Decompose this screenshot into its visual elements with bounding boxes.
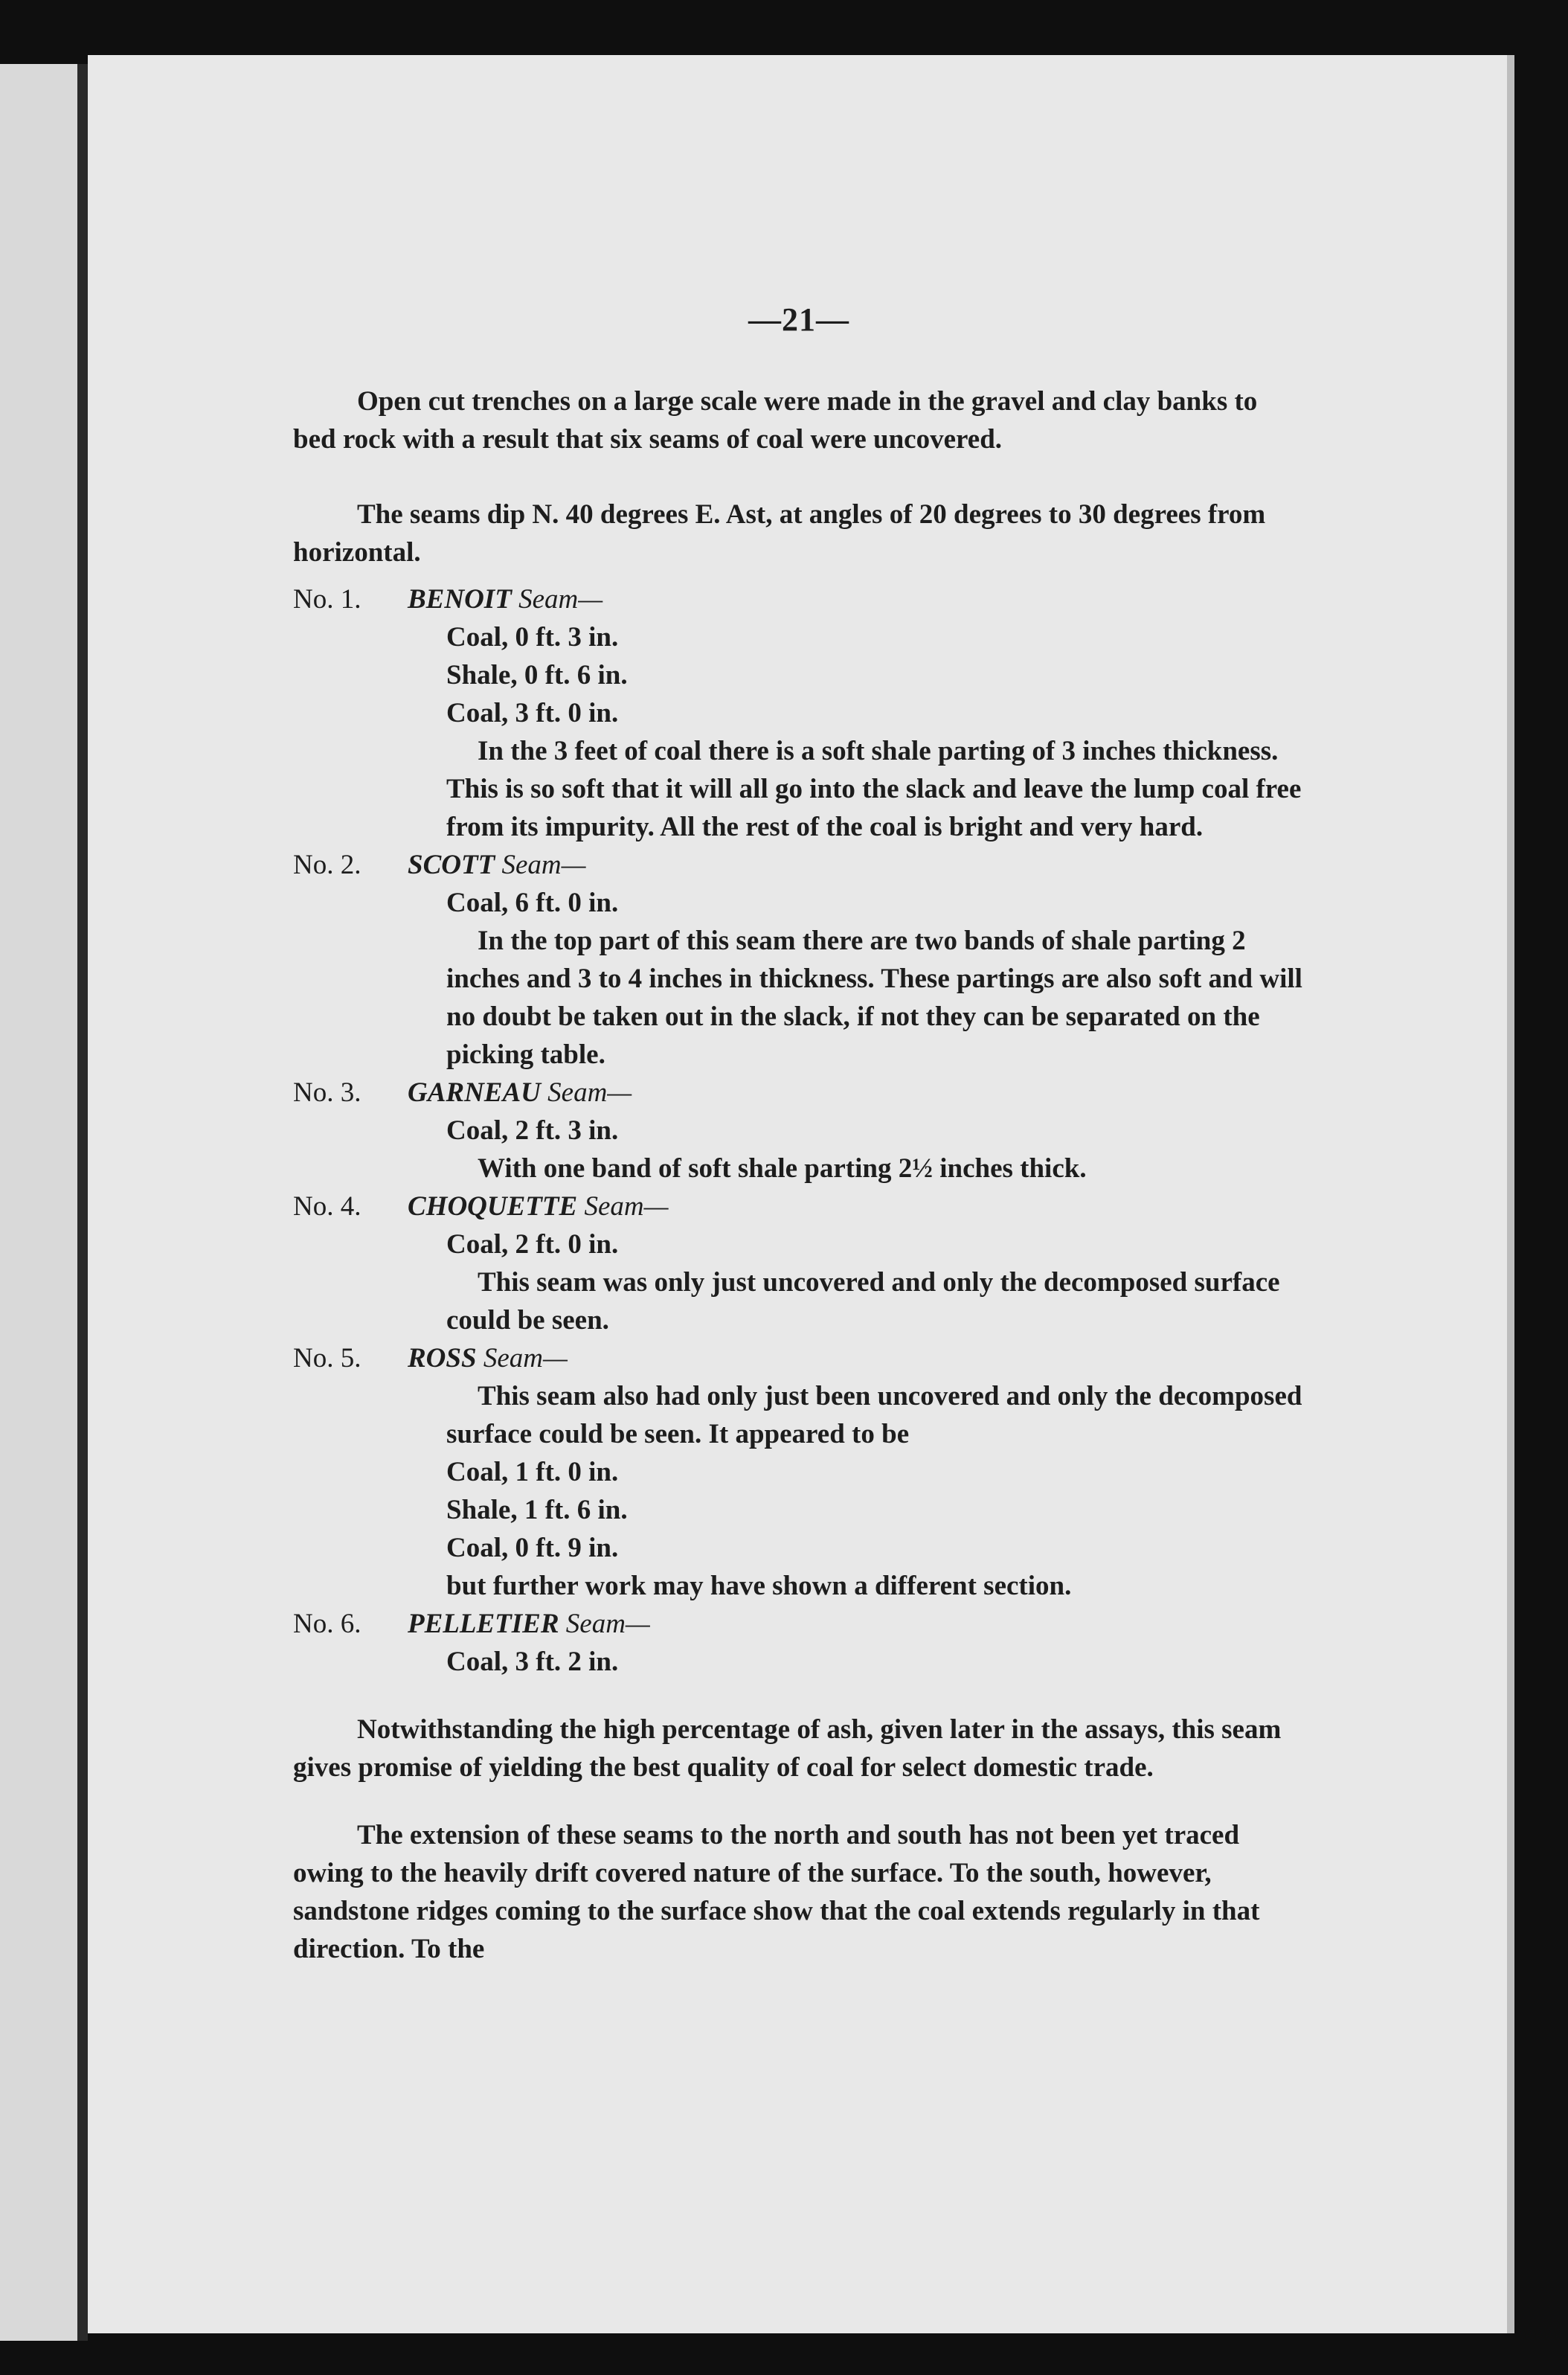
section-line: Coal, 0 ft. 9 in. xyxy=(446,1533,619,1563)
section-line: Coal, 0 ft. 3 in. xyxy=(446,622,619,653)
seam-number: No. 5. xyxy=(293,1343,362,1374)
seam-number: No. 2. xyxy=(293,850,362,880)
seam-entry-4 xyxy=(293,1188,1305,1339)
outro-paragraph-2: The extension of these seams to the north and south has not been yet traced owing to the heavily drift covered nature of the surface. To the south, however, sandstone ridges coming to the surface show that the coal extends regularly in that direction. To the xyxy=(293,1820,1260,1964)
section-line: Coal, 2 ft. 0 in. xyxy=(446,1229,619,1260)
section-line: Coal, 1 ft. 0 in. xyxy=(446,1457,619,1487)
seam-name: SCOTT Seam— xyxy=(408,850,586,880)
intro-paragraph-2: The seams dip N. 40 degrees E. Ast, at angles of 20 degrees to 30 degrees from horizontal. xyxy=(293,499,1266,568)
section-line: Coal, 3 ft. 0 in. xyxy=(446,698,619,728)
seam-name: CHOQUETTE Seam— xyxy=(408,1191,669,1222)
seam-number: No. 4. xyxy=(293,1191,362,1222)
intro-paragraph-1: Open cut trenches on a large scale were made in the gravel and clay banks to bed rock with a result that six seams of coal were uncovered. xyxy=(293,386,1258,455)
seam-entry-1 xyxy=(293,580,1305,846)
seam-note: With one band of soft shale parting 2½ inches thick. xyxy=(478,1153,1087,1184)
section-line: Shale, 1 ft. 6 in. xyxy=(446,1495,628,1525)
section-line: Shale, 0 ft. 6 in. xyxy=(446,660,628,690)
seam-note: This seam also had only just been uncovered and only the decomposed surface could be seen. It appeared to be xyxy=(446,1381,1302,1449)
seam-number: No. 1. xyxy=(293,584,362,615)
seam-entry-5 xyxy=(293,1339,1305,1605)
seam-entry-6 xyxy=(293,1605,1305,1681)
page-edge-right xyxy=(1507,55,1514,2333)
seam-note: In the 3 feet of coal there is a soft shale parting of 3 inches thickness. This is so soft that it will all go into the slack and leave the lump coal free from its impurity. All the rest of the coal is bright and very hard. xyxy=(446,736,1302,842)
page-body xyxy=(293,382,1305,1968)
seam-name: PELLETIER Seam— xyxy=(408,1609,650,1639)
document-page xyxy=(88,55,1510,2333)
seam-number: No. 3. xyxy=(293,1077,362,1108)
section-line: Coal, 6 ft. 0 in. xyxy=(446,888,619,918)
seam-number: No. 6. xyxy=(293,1609,362,1639)
seam-entry-3 xyxy=(293,1074,1305,1188)
page-number: —21— xyxy=(748,301,849,338)
seam-name: ROSS Seam— xyxy=(408,1343,568,1374)
section-line: Coal, 2 ft. 3 in. xyxy=(446,1115,619,1146)
book-gutter xyxy=(77,64,88,2341)
section-line: but further work may have shown a different section. xyxy=(446,1571,1072,1601)
seam-note: In the top part of this seam there are two bands of shale parting 2 inches and 3 to 4 inches in thickness. These partings are also soft and will no doubt be taken out in the slack, if not they can be separated on the picking table. xyxy=(446,926,1302,1070)
seam-note: This seam was only just uncovered and only the decomposed surface could be seen. xyxy=(446,1267,1280,1336)
seam-name: GARNEAU Seam— xyxy=(408,1077,632,1108)
facing-page-edge xyxy=(0,64,79,2341)
seam-entry-2 xyxy=(293,846,1305,1074)
section-line: Coal, 3 ft. 2 in. xyxy=(446,1647,619,1677)
outro-paragraph-1: Notwithstanding the high percentage of ash, given later in the assays, this seam gives promise of yielding the best quality of coal for select domestic trade. xyxy=(293,1714,1282,1783)
seam-name: BENOIT Seam— xyxy=(408,584,603,615)
